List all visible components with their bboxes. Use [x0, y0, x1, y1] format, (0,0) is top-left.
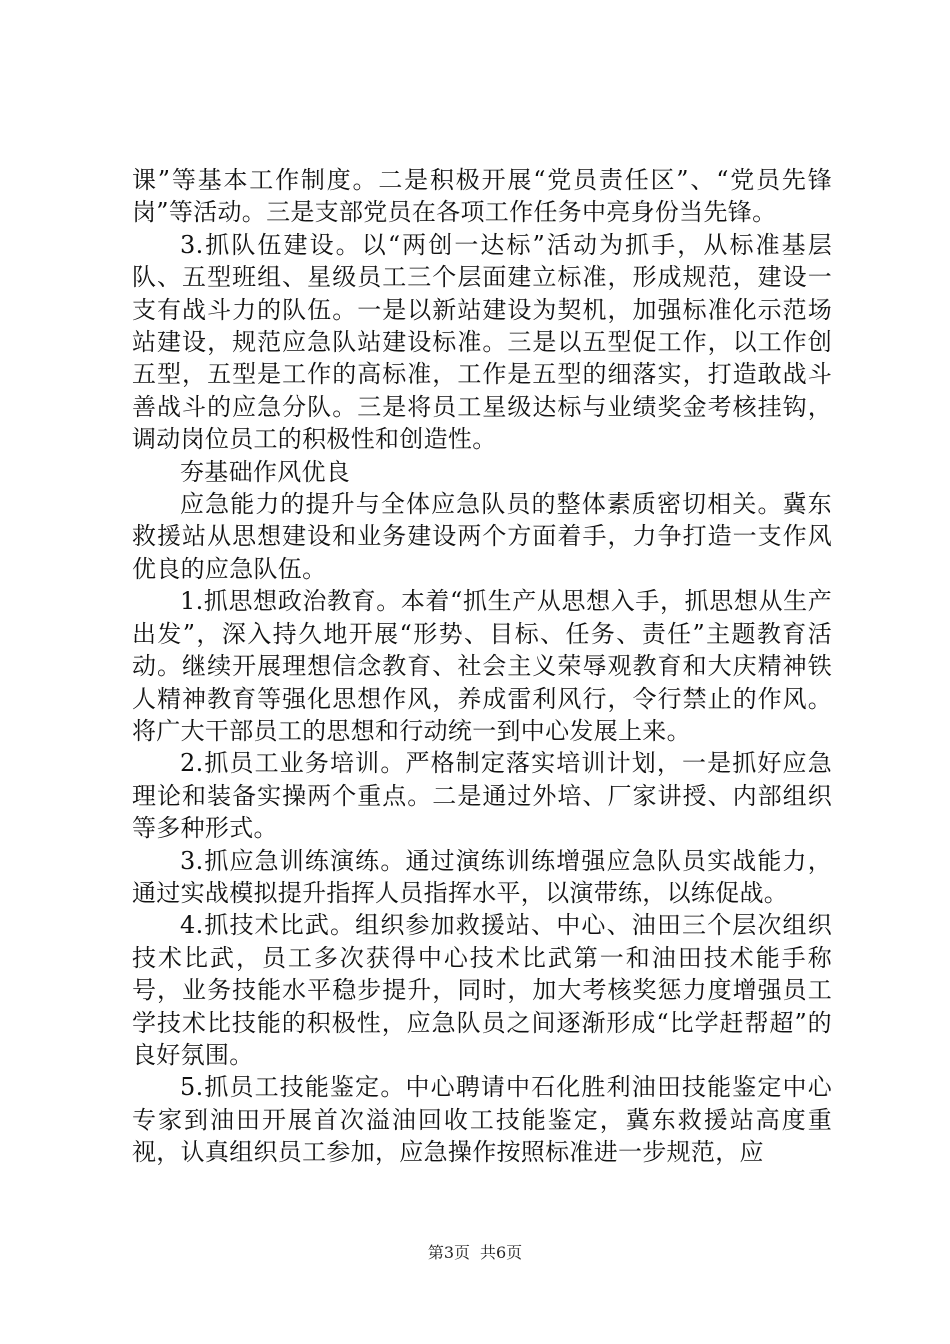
page-number: 第3页 [427, 1243, 470, 1262]
page-total: 共6页 [480, 1243, 523, 1262]
paragraph-competition: 4.抓技术比武。组织参加救援站、中心、油田三个层次组织技术比武，员工多次获得中心技术比武第一和油田技术能手称号，业务技能水平稳步提升，同时，加大考核奖惩力度增强员工学技术比技能的积极性，应急队员之间逐渐形成“比学赶帮超”的良好氛围。 [132, 911, 832, 1069]
section-heading: 夯基础作风优良 [180, 457, 351, 486]
paragraph-intro: 应急能力的提升与全体应急队员的整体素质密切相关。冀东救援站从思想建设和业务建设两个方面着手，力争打造一支作风优良的应急队伍。 [132, 490, 832, 583]
paragraph-continuation: 课”等基本工作制度。二是积极开展“党员责任区”、“党员先锋岗”等活动。三是支部党员在各项工作任务中亮身份当先锋。 [132, 166, 832, 227]
paragraph-skill-appraisal: 5.抓员工技能鉴定。中心聘请中石化胜利油田技能鉴定中心专家到油田开展首次溢油回收工技能鉴定，冀东救援站高度重视，认真组织员工参加，应急操作按照标准进一步规范，应 [132, 1073, 832, 1167]
paragraph-political-education: 1.抓思想政治教育。本着“抓生产从思想入手，抓思想从生产出发”，深入持久地开展“形势、目标、任务、责任”主题教育活动。继续开展理想信念教育、社会主义荣辱观教育和大庆精神铁人精神教育等强化思想作风，养成雷利风行，令行禁止的作风。将广大干部员工的思想和行动统一到中心发展上来。 [132, 587, 832, 745]
paragraph-team-building: 3.抓队伍建设。以“两创一达标”活动为抓手，从标准基层队、五型班组、星级员工三个层面建立标准，形成规范，建设一支有战斗力的队伍。一是以新站建设为契机，加强标准化示范场站建设，规范应急队站建设标准。三是以五型促工作，以工作创五型，五型是工作的高标准，工作是五型的细落实，打造敢战斗善战斗的应急分队。三是将员工星级达标与业绩奖金考核挂钩，调动岗位员工的积极性和创造性。 [132, 230, 832, 454]
document-body [132, 164, 832, 1169]
paragraph-training: 2.抓员工业务培训。严格制定落实培训计划，一是抓好应急理论和装备实操两个重点。二是通过外培、厂家讲授、内部组织等多种形式。 [132, 749, 832, 843]
page-footer [0, 1243, 950, 1263]
paragraph-drills: 3.抓应急训练演练。通过演练训练增强应急队员实战能力，通过实战模拟提升指挥人员指挥水平，以演带练，以练促战。 [132, 846, 832, 907]
